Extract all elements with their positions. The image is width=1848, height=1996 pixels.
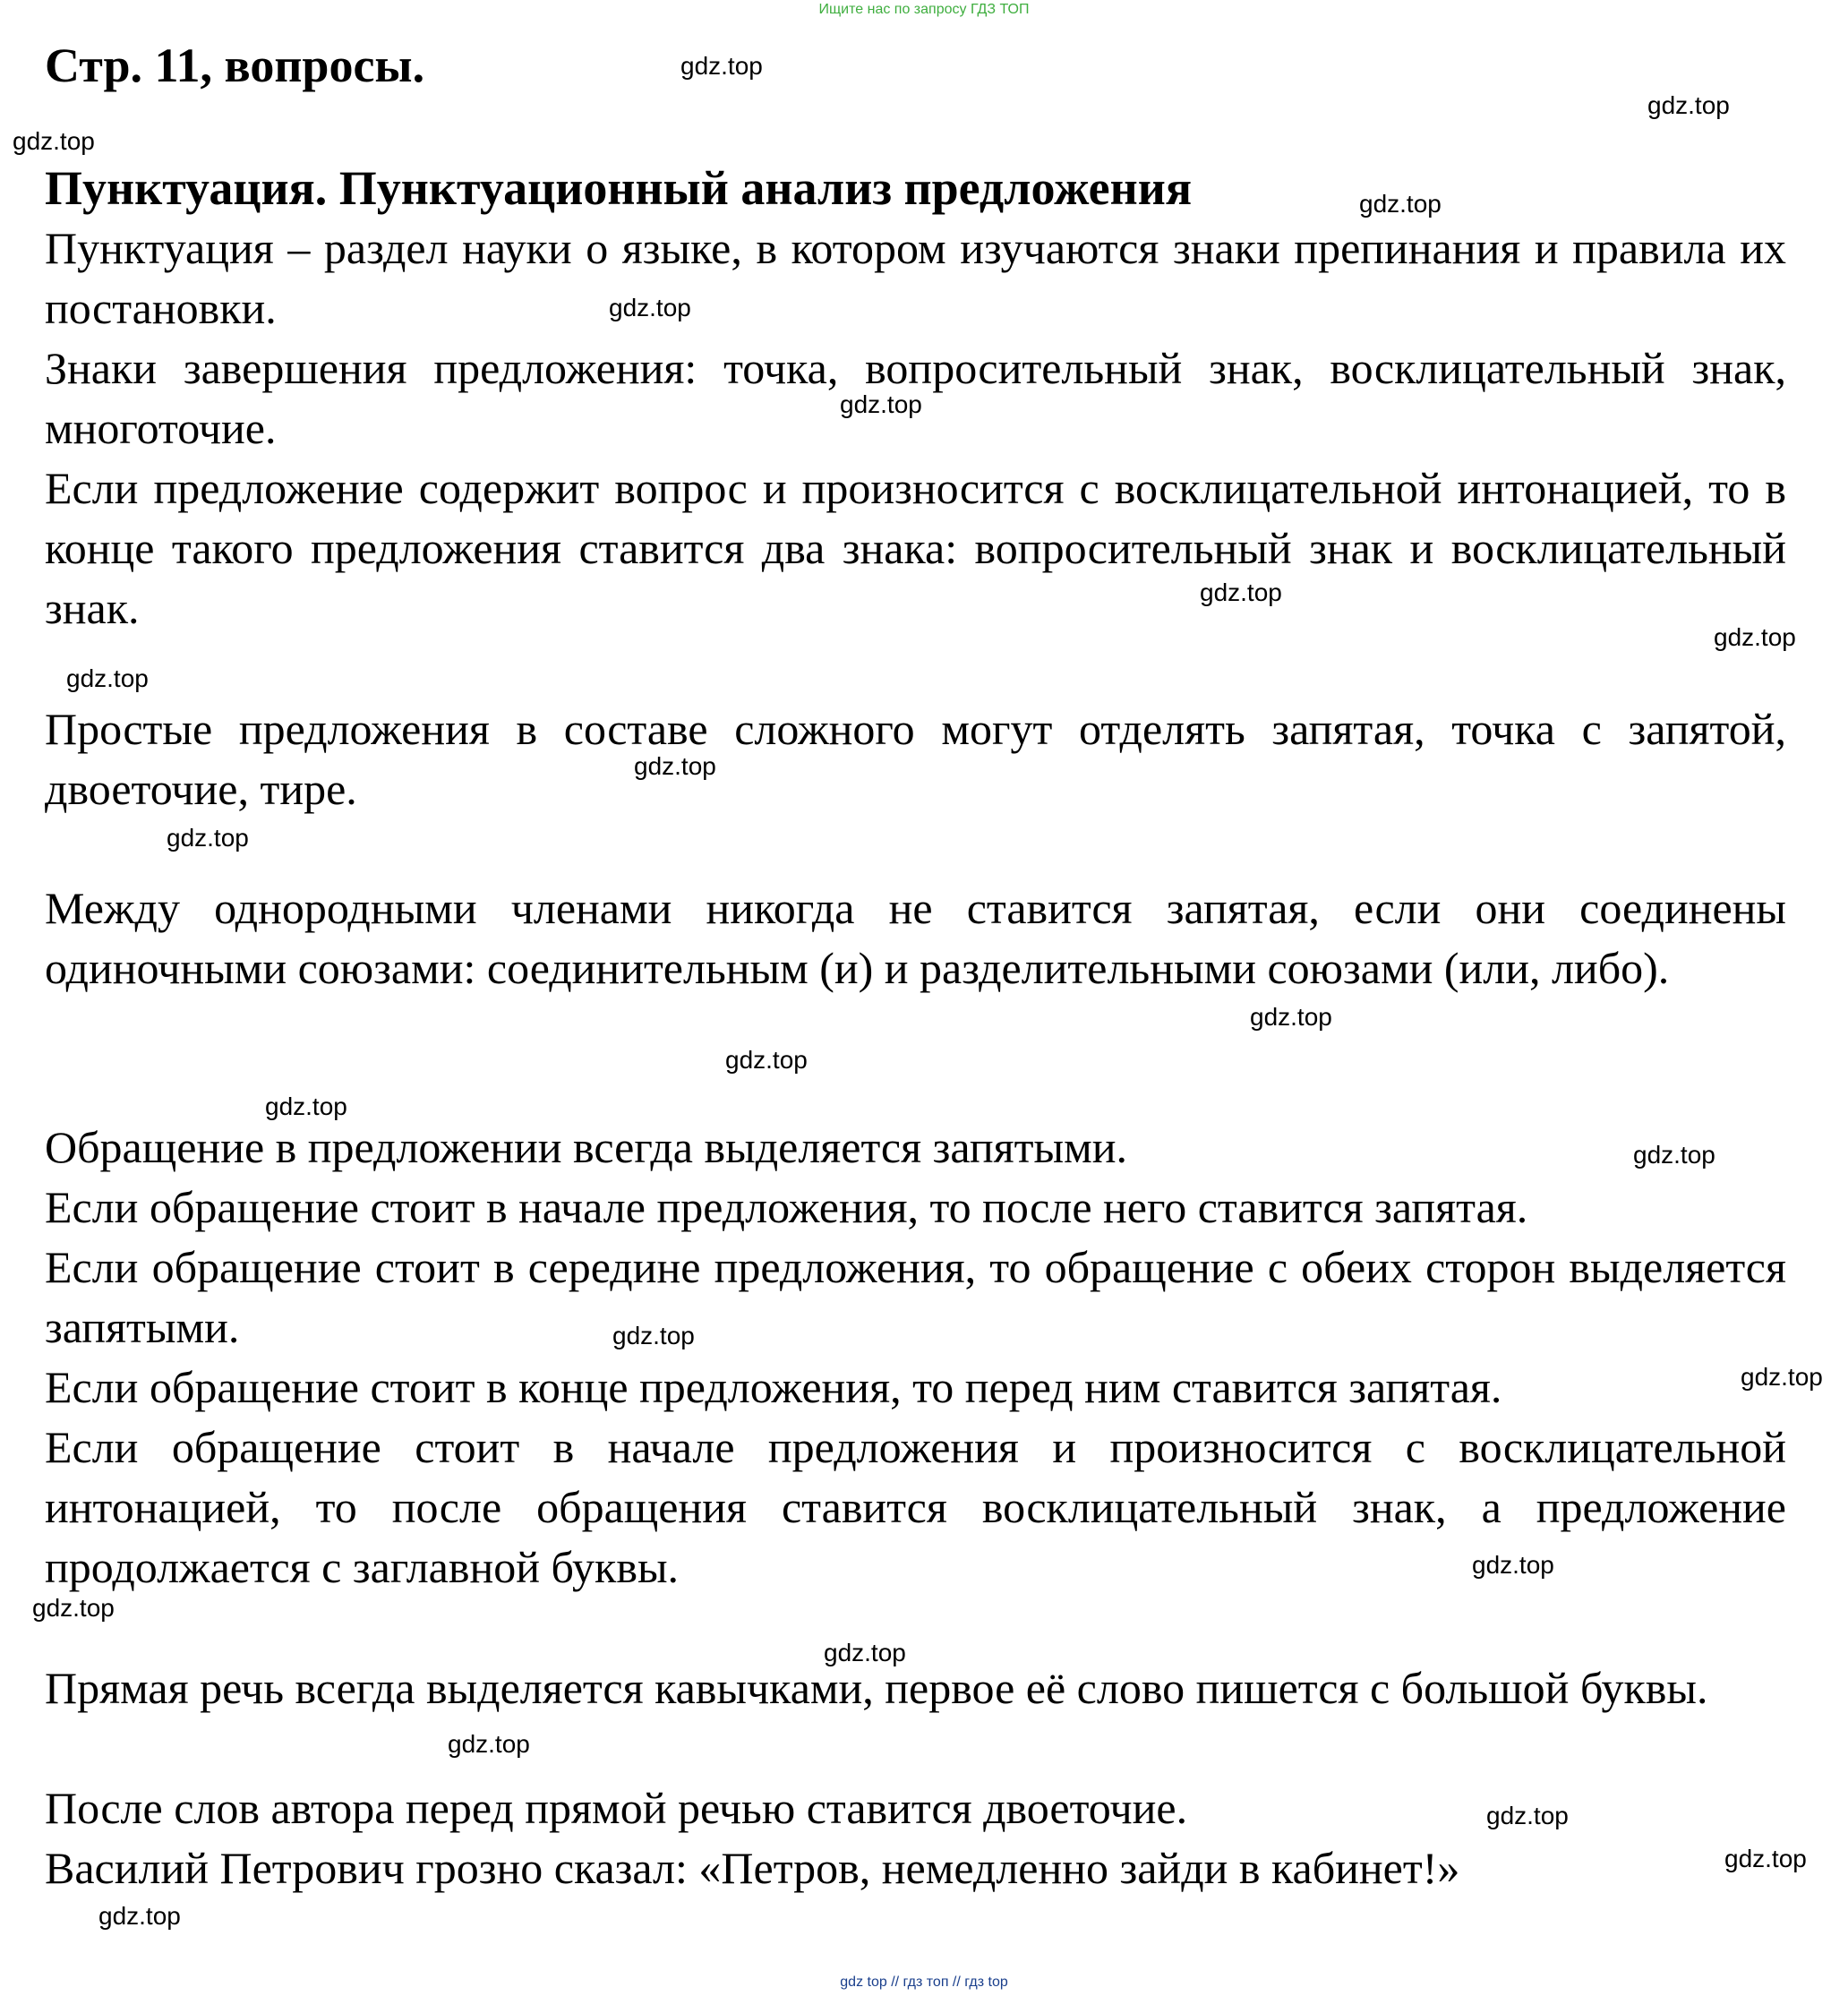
paragraph-author-words: После слов автора перед прямой речью ставится двоеточие. xyxy=(45,1783,1188,1833)
paragraph-address-exclamation: Если обращение стоит в начале предложения и произносится с восклицательной интонацией, то после обращения ставится восклицательный знак, а предложение продолжается с заглавной буквы. xyxy=(45,1422,1786,1592)
watermark: gdz.top xyxy=(1647,91,1730,119)
watermark: gdz.top xyxy=(1200,578,1282,606)
paragraph-sentence-end-marks: Знаки завершения предложения: точка, вопросительный знак, восклицательный знак, многоточие. xyxy=(45,343,1786,453)
paragraph-example: Василий Петрович грозно сказал: «Петров, немедленно зайди в кабинет!» xyxy=(45,1843,1460,1893)
paragraph-address-middle: Если обращение стоит в середине предложения, то обращение с обеих сторон выделяется запятыми. xyxy=(45,1242,1786,1352)
watermark: gdz.top xyxy=(1472,1551,1554,1579)
paragraph-complex-sentence: Простые предложения в составе сложного могут отделять запятая, точка с запятой, двоеточие, тире. xyxy=(45,704,1786,814)
watermark: gdz.top xyxy=(167,824,249,852)
footer-note: gdz top // гдз топ // гдз top xyxy=(840,1975,1008,1990)
paragraph-address-end: Если обращение стоит в конце предложения, то перед ним ставится запятая. xyxy=(45,1362,1502,1412)
watermark: gdz.top xyxy=(265,1092,347,1120)
watermark: gdz.top xyxy=(725,1046,808,1074)
watermark: gdz.top xyxy=(634,752,716,780)
watermark: gdz.top xyxy=(680,52,763,80)
paragraph-address-general: Обращение в предложении всегда выделяется запятыми. xyxy=(45,1122,1128,1172)
watermark: gdz.top xyxy=(1633,1141,1715,1169)
paragraph-punctuation-definition: Пунктуация – раздел науки о языке, в котором изучаются знаки препинания и правила их постановки. xyxy=(45,223,1786,333)
section-title: Пунктуация. Пунктуационный анализ предложения xyxy=(45,161,1193,215)
watermark: gdz.top xyxy=(1714,623,1796,651)
paragraph-homogeneous-members: Между однородными членами никогда не ставится запятая, если они соединены одиночными союзами: соединительным (и) и разделительными союзами (или, либо). xyxy=(45,883,1786,993)
header-note: Ищите нас по запросу ГДЗ ТОП xyxy=(818,2,1030,17)
watermark: gdz.top xyxy=(612,1322,695,1349)
watermark: gdz.top xyxy=(1359,190,1442,218)
watermark: gdz.top xyxy=(98,1902,181,1930)
watermark: gdz.top xyxy=(32,1594,115,1622)
watermark: gdz.top xyxy=(448,1730,530,1758)
watermark: gdz.top xyxy=(840,390,922,418)
watermark: gdz.top xyxy=(1250,1003,1332,1031)
watermark: gdz.top xyxy=(609,294,691,321)
watermark: gdz.top xyxy=(66,664,149,692)
watermark: gdz.top xyxy=(1724,1845,1807,1872)
paragraph-question-exclamation: Если предложение содержит вопрос и произносится с восклицательной интонацией, то в конце такого предложения ставится два знака: вопросительный знак и восклицательный знак. xyxy=(45,463,1786,633)
paragraph-direct-speech: Прямая речь всегда выделяется кавычками, первое её слово пишется с большой буквы. xyxy=(45,1663,1708,1713)
watermark: gdz.top xyxy=(1486,1802,1569,1829)
watermark: gdz.top xyxy=(1741,1363,1823,1391)
paragraph-address-start: Если обращение стоит в начале предложения, то после него ставится запятая. xyxy=(45,1182,1528,1232)
page-title: Стр. 11, вопросы. xyxy=(45,39,425,92)
watermark: gdz.top xyxy=(824,1639,906,1666)
watermark: gdz.top xyxy=(13,127,95,155)
